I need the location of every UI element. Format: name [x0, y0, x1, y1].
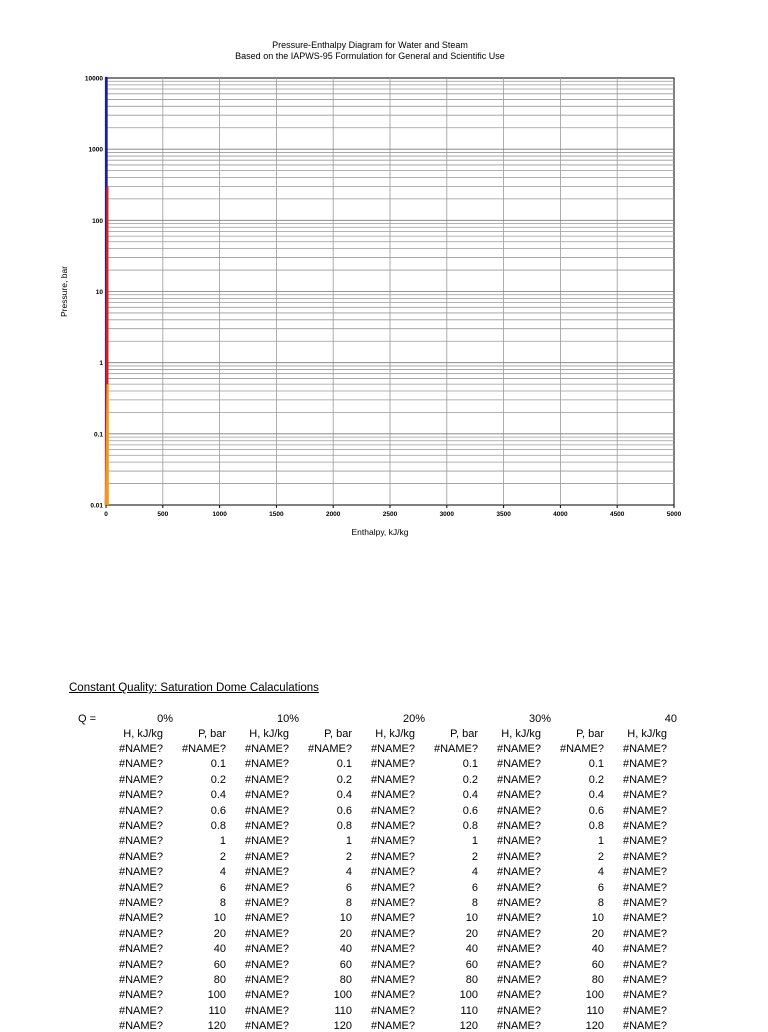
table-cell-enthalpy: #NAME?: [118, 927, 163, 940]
table-cell-pressure: 0.4: [462, 789, 478, 802]
column-header-pressure: P, bar: [324, 728, 352, 740]
y-tick-label: 0.01: [90, 502, 103, 510]
table-cell-pressure: 2: [471, 850, 478, 863]
table-cell-pressure: 80: [213, 974, 226, 986]
table-cell-enthalpy: #NAME?: [622, 1004, 667, 1017]
x-tick-label: 3500: [496, 511, 511, 518]
y-tick-label: 1000: [88, 146, 103, 154]
table-cell-enthalpy: #NAME?: [622, 866, 667, 879]
table-cell-pressure: 0.8: [336, 820, 352, 832]
x-tick-label: 1000: [212, 511, 227, 518]
table-cell-enthalpy: #NAME?: [118, 989, 163, 1002]
table-cell-pressure: 120: [333, 1020, 352, 1032]
table-title: Constant Quality: Saturation Dome Calaculations: [69, 682, 319, 694]
table-cell-enthalpy: #NAME?: [370, 897, 415, 909]
table-cell-pressure: 0.8: [462, 820, 478, 832]
table-cell-enthalpy: #NAME?: [244, 743, 289, 755]
table-cell-pressure: 0.4: [210, 789, 226, 802]
table-cell-enthalpy: #NAME?: [370, 912, 415, 925]
table-cell-pressure: 0.1: [210, 758, 226, 771]
table-cell-pressure: 40: [591, 943, 604, 956]
table-cell-enthalpy: #NAME?: [370, 804, 415, 817]
table-cell-pressure: 8: [345, 897, 352, 909]
y-tick-label: 100: [92, 217, 103, 225]
y-tick-label: 1: [99, 360, 103, 368]
table-cell-enthalpy: #NAME?: [496, 1020, 541, 1032]
table-cell-enthalpy: #NAME?: [622, 989, 667, 1002]
table-cell-pressure: 1: [597, 835, 604, 848]
table-cell-pressure: #NAME?: [559, 743, 604, 755]
table-cell-pressure: #NAME?: [433, 743, 478, 755]
quality-header: 40: [664, 713, 677, 725]
x-tick-label: 3000: [439, 511, 455, 518]
table-cell-enthalpy: #NAME?: [370, 866, 415, 879]
table-cell-enthalpy: #NAME?: [370, 974, 415, 986]
y-tick-label: 10000: [84, 75, 103, 83]
column-header-pressure: P, bar: [198, 728, 226, 740]
table-cell-enthalpy: #NAME?: [622, 897, 667, 909]
table-cell-enthalpy: #NAME?: [370, 835, 415, 848]
x-tick-label: 1500: [269, 511, 284, 518]
table-cell-enthalpy: #NAME?: [622, 943, 667, 956]
quality-header: 0%: [157, 713, 173, 725]
table-cell-pressure: 2: [597, 850, 604, 863]
table-cell-enthalpy: #NAME?: [118, 835, 163, 848]
table-cell-enthalpy: #NAME?: [370, 989, 415, 1002]
table-cell-enthalpy: #NAME?: [496, 773, 541, 786]
table-cell-enthalpy: #NAME?: [622, 789, 667, 802]
quality-label: Q =: [78, 713, 97, 725]
table-cell-enthalpy: #NAME?: [118, 743, 163, 755]
table-cell-enthalpy: #NAME?: [244, 758, 289, 771]
table-cell-pressure: 6: [345, 881, 352, 894]
table-cell-enthalpy: #NAME?: [622, 927, 667, 940]
table-cell-enthalpy: #NAME?: [118, 958, 163, 971]
table-cell-pressure: 40: [213, 943, 226, 956]
table-cell-enthalpy: #NAME?: [370, 958, 415, 971]
table-cell-enthalpy: #NAME?: [118, 820, 163, 832]
y-tick-label: 0.1: [93, 431, 103, 439]
table-cell-pressure: 80: [591, 974, 604, 986]
table-cell-pressure: 0.6: [210, 804, 226, 817]
table-cell-enthalpy: #NAME?: [118, 943, 163, 956]
table-cell-enthalpy: #NAME?: [118, 1004, 163, 1017]
table-cell-pressure: 4: [471, 866, 478, 879]
y-axis-label: Pressure, bar: [59, 265, 69, 318]
table-cell-enthalpy: #NAME?: [118, 1020, 163, 1032]
table-cell-enthalpy: #NAME?: [244, 789, 289, 802]
table-cell-enthalpy: #NAME?: [622, 743, 667, 755]
table-cell-enthalpy: #NAME?: [244, 958, 289, 971]
table-cell-enthalpy: #NAME?: [118, 789, 163, 802]
table-cell-enthalpy: #NAME?: [244, 881, 289, 894]
table-cell-enthalpy: #NAME?: [118, 881, 163, 894]
table-cell-enthalpy: #NAME?: [496, 789, 541, 802]
table-cell-enthalpy: #NAME?: [244, 850, 289, 863]
x-tick-label: 2000: [325, 511, 341, 518]
table-cell-enthalpy: #NAME?: [496, 835, 541, 848]
table-cell-enthalpy: #NAME?: [118, 773, 163, 786]
table-cell-enthalpy: #NAME?: [496, 820, 541, 832]
y-tick-label: 10: [95, 289, 103, 296]
table-cell-enthalpy: #NAME?: [370, 789, 415, 802]
table-cell-pressure: 100: [459, 989, 478, 1002]
table-cell-pressure: 0.8: [588, 820, 604, 832]
table-cell-enthalpy: #NAME?: [496, 758, 541, 771]
table-cell-pressure: 0.1: [588, 758, 604, 771]
table-cell-enthalpy: #NAME?: [370, 758, 415, 771]
table-cell-enthalpy: #NAME?: [244, 1004, 289, 1017]
table-cell-pressure: 0.1: [336, 758, 352, 771]
column-header-enthalpy: H, kJ/kg: [375, 728, 415, 740]
table-cell-pressure: 6: [597, 881, 604, 894]
chart-subtitle: Based on the IAPWS-95 Formulation for General and Scientific Use: [235, 51, 505, 61]
table-cell-pressure: 0.2: [462, 773, 478, 786]
table-cell-enthalpy: #NAME?: [622, 758, 667, 771]
table-cell-enthalpy: #NAME?: [370, 943, 415, 956]
table-cell-enthalpy: #NAME?: [496, 897, 541, 909]
x-tick-label: 4000: [553, 511, 568, 518]
table-cell-enthalpy: #NAME?: [622, 850, 667, 863]
table-cell-pressure: 120: [207, 1020, 226, 1032]
table-cell-enthalpy: #NAME?: [496, 927, 541, 940]
quality-header: 20%: [402, 713, 425, 725]
column-header-enthalpy: H, kJ/kg: [249, 728, 289, 740]
table-cell-pressure: 2: [219, 850, 226, 863]
x-tick-label: 0: [104, 511, 108, 518]
table-cell-pressure: 1: [345, 835, 352, 848]
table-cell-pressure: 110: [460, 1004, 478, 1017]
table-cell-pressure: 20: [339, 927, 352, 940]
chart-title: Pressure-Enthalpy Diagram for Water and Steam: [272, 40, 468, 50]
table-cell-pressure: 80: [465, 974, 478, 986]
x-tick-label: 500: [157, 511, 169, 518]
table-cell-pressure: #NAME?: [307, 743, 352, 755]
table-cell-pressure: 0.4: [588, 789, 604, 802]
table-cell-pressure: 0.2: [210, 773, 226, 786]
table-cell-pressure: 10: [339, 912, 352, 925]
table-cell-pressure: 110: [586, 1004, 604, 1017]
table-cell-pressure: 10: [213, 912, 226, 925]
table-cell-enthalpy: #NAME?: [118, 897, 163, 909]
table-cell-enthalpy: #NAME?: [622, 804, 667, 817]
table-cell-enthalpy: #NAME?: [496, 881, 541, 894]
table-cell-pressure: 20: [591, 927, 604, 940]
x-tick-label: 4500: [609, 511, 625, 518]
table-cell-enthalpy: #NAME?: [496, 1004, 541, 1017]
table-cell-enthalpy: #NAME?: [244, 897, 289, 909]
table-cell-pressure: 8: [597, 897, 604, 909]
table-cell-pressure: 40: [339, 943, 352, 956]
table-cell-pressure: 120: [459, 1020, 478, 1032]
table-cell-enthalpy: #NAME?: [118, 866, 163, 879]
quality-header: 30%: [528, 713, 551, 725]
column-header-enthalpy: H, kJ/kg: [501, 728, 541, 740]
table-cell-enthalpy: #NAME?: [622, 958, 667, 971]
table-cell-pressure: 0.6: [336, 804, 352, 817]
table-cell-pressure: 0.1: [462, 758, 478, 771]
table-cell-enthalpy: #NAME?: [118, 974, 163, 986]
table-cell-pressure: 1: [471, 835, 478, 848]
table-cell-pressure: 0.2: [588, 773, 604, 786]
table-cell-enthalpy: #NAME?: [622, 974, 667, 986]
table-cell-enthalpy: #NAME?: [244, 804, 289, 817]
table-cell-pressure: 6: [219, 881, 226, 894]
table-cell-pressure: 10: [591, 912, 604, 925]
table-cell-pressure: 0.6: [588, 804, 604, 817]
table-cell-pressure: 10: [465, 912, 478, 925]
table-cell-enthalpy: #NAME?: [496, 850, 541, 863]
table-cell-enthalpy: #NAME?: [622, 835, 667, 848]
table-cell-pressure: 0.2: [336, 773, 352, 786]
table-cell-enthalpy: #NAME?: [370, 1004, 415, 1017]
table-cell-enthalpy: #NAME?: [370, 743, 415, 755]
table-cell-pressure: 110: [208, 1004, 226, 1017]
table-cell-pressure: 4: [219, 866, 226, 879]
table-cell-enthalpy: #NAME?: [622, 881, 667, 894]
table-cell-pressure: 8: [471, 897, 478, 909]
table-cell-enthalpy: #NAME?: [496, 912, 541, 925]
table-cell-enthalpy: #NAME?: [622, 773, 667, 786]
table-cell-enthalpy: #NAME?: [244, 927, 289, 940]
table-cell-pressure: 2: [345, 850, 352, 863]
table-cell-enthalpy: #NAME?: [496, 943, 541, 956]
table-cell-pressure: 0.6: [462, 804, 478, 817]
table-cell-enthalpy: #NAME?: [496, 743, 541, 755]
table-cell-enthalpy: #NAME?: [370, 881, 415, 894]
table-cell-pressure: 20: [213, 927, 226, 940]
column-header-enthalpy: H, kJ/kg: [123, 728, 163, 740]
table-cell-enthalpy: #NAME?: [244, 866, 289, 879]
table-cell-enthalpy: #NAME?: [496, 958, 541, 971]
table-cell-pressure: 60: [339, 958, 352, 971]
table-cell-pressure: 4: [345, 866, 352, 879]
table-cell-enthalpy: #NAME?: [244, 912, 289, 925]
x-tick-label: 2500: [382, 511, 398, 518]
table-cell-enthalpy: #NAME?: [496, 866, 541, 879]
table-cell-pressure: 60: [591, 958, 604, 971]
table-cell-enthalpy: #NAME?: [496, 989, 541, 1002]
table-cell-pressure: 60: [465, 958, 478, 971]
table-cell-enthalpy: #NAME?: [370, 850, 415, 863]
table-cell-enthalpy: #NAME?: [118, 912, 163, 925]
table-cell-pressure: 100: [333, 989, 352, 1002]
table-cell-pressure: 100: [585, 989, 604, 1002]
table-cell-pressure: 100: [207, 989, 226, 1002]
column-header-pressure: P, bar: [450, 728, 478, 740]
table-cell-enthalpy: #NAME?: [244, 820, 289, 832]
column-header-pressure: P, bar: [576, 728, 604, 740]
table-cell-enthalpy: #NAME?: [370, 773, 415, 786]
table-cell-pressure: 8: [219, 897, 226, 909]
column-header-enthalpy: H, kJ/kg: [627, 728, 667, 740]
table-cell-pressure: 60: [213, 958, 226, 971]
table-cell-pressure: 110: [334, 1004, 352, 1017]
table-cell-enthalpy: #NAME?: [370, 927, 415, 940]
table-cell-enthalpy: #NAME?: [244, 974, 289, 986]
table-cell-pressure: 1: [219, 835, 226, 848]
table-cell-enthalpy: #NAME?: [622, 820, 667, 832]
table-cell-enthalpy: #NAME?: [622, 912, 667, 925]
x-tick-label: 5000: [666, 511, 682, 518]
x-axis-label: Enthalpy, kJ/kg: [351, 527, 409, 537]
table-cell-pressure: 120: [585, 1020, 604, 1032]
table-cell-pressure: 20: [465, 927, 478, 940]
table-cell-enthalpy: #NAME?: [496, 804, 541, 817]
table-cell-enthalpy: #NAME?: [118, 850, 163, 863]
table-cell-enthalpy: #NAME?: [244, 835, 289, 848]
table-cell-enthalpy: #NAME?: [370, 1020, 415, 1032]
table-cell-enthalpy: #NAME?: [118, 758, 163, 771]
table-cell-enthalpy: #NAME?: [244, 1020, 289, 1032]
table-cell-pressure: #NAME?: [181, 743, 226, 755]
table-cell-pressure: 6: [471, 881, 478, 894]
table-cell-pressure: 4: [597, 866, 604, 879]
table-cell-enthalpy: #NAME?: [370, 820, 415, 832]
table-cell-pressure: 80: [339, 974, 352, 986]
table-cell-enthalpy: #NAME?: [496, 974, 541, 986]
table-cell-enthalpy: #NAME?: [622, 1020, 667, 1032]
table-cell-enthalpy: #NAME?: [244, 773, 289, 786]
quality-header: 10%: [276, 713, 299, 725]
table-cell-pressure: 40: [465, 943, 478, 956]
table-cell-enthalpy: #NAME?: [118, 804, 163, 817]
table-cell-pressure: 0.8: [210, 820, 226, 832]
table-cell-enthalpy: #NAME?: [244, 943, 289, 956]
table-cell-pressure: 0.4: [336, 789, 352, 802]
table-cell-enthalpy: #NAME?: [244, 989, 289, 1002]
